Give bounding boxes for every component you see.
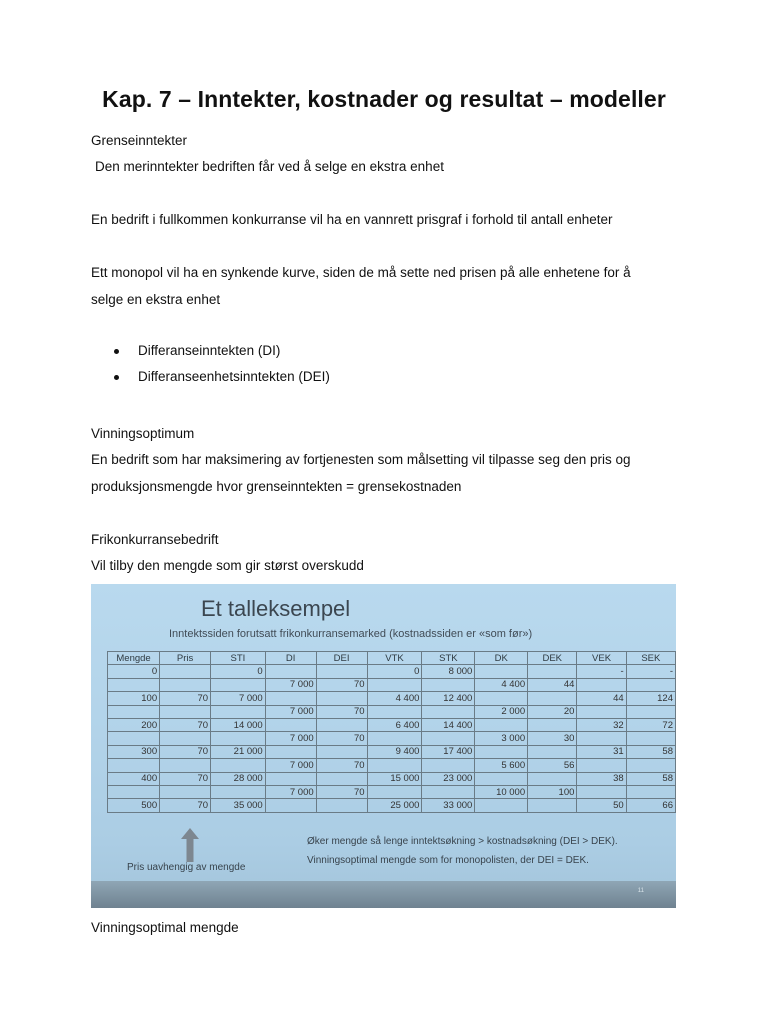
table-cell: 7 000 xyxy=(265,785,316,798)
slide-note-1: Øker mengde så lenge inntektsøkning > kostnadsøkning (DEI > DEK). xyxy=(307,836,618,847)
table-row xyxy=(108,772,676,785)
table-cell xyxy=(577,785,626,798)
up-arrow-icon xyxy=(181,828,199,862)
table-cell: 70 xyxy=(316,705,367,718)
table-cell: 5 600 xyxy=(475,759,528,772)
page-title: Kap. 7 – Inntekter, kostnader og resultat – modeller xyxy=(102,86,666,112)
table-header-cell: DI xyxy=(265,652,316,665)
table-cell: 9 400 xyxy=(367,745,422,758)
table-row xyxy=(108,692,676,705)
table-cell xyxy=(265,718,316,731)
table-cell xyxy=(577,759,626,772)
table-cell: 0 xyxy=(211,665,266,678)
table-cell xyxy=(316,799,367,812)
bullet-item xyxy=(110,343,330,369)
table-cell: 12 400 xyxy=(422,692,475,705)
table-cell xyxy=(626,705,675,718)
table-cell: 58 xyxy=(626,745,675,758)
table-cell xyxy=(211,759,266,772)
table-header-cell: DEK xyxy=(528,652,577,665)
table-cell: 70 xyxy=(316,732,367,745)
table-cell: 10 000 xyxy=(475,785,528,798)
table-cell: 66 xyxy=(626,799,675,812)
heading-grenseinntekter: Grenseinntekter xyxy=(91,133,188,148)
bullet-dot-icon xyxy=(114,375,119,380)
table-cell: 58 xyxy=(626,772,675,785)
slide-bottom-bar xyxy=(91,881,676,908)
table-cell: 35 000 xyxy=(211,799,266,812)
table-cell: 23 000 xyxy=(422,772,475,785)
table-cell xyxy=(160,665,211,678)
table-cell: 20 xyxy=(528,705,577,718)
table-cell xyxy=(108,678,160,691)
table-cell: 28 000 xyxy=(211,772,266,785)
table-cell: 38 xyxy=(577,772,626,785)
table-cell xyxy=(577,732,626,745)
slide-title: Et talleksempel xyxy=(201,596,351,621)
table-cell xyxy=(265,772,316,785)
paragraph-fullkommen-konkurranse: En bedrift i fullkommen konkurranse vil ha en vannrett prisgraf i forhold til antall enheter xyxy=(91,212,613,227)
table-cell: 100 xyxy=(108,692,160,705)
table-row xyxy=(108,718,676,731)
table-cell: 300 xyxy=(108,745,160,758)
table-cell: 21 000 xyxy=(211,745,266,758)
table-cell: 31 xyxy=(577,745,626,758)
table-cell xyxy=(367,678,422,691)
table-cell: 44 xyxy=(577,692,626,705)
paragraph-maksimering-line2: produksjonsmengde hvor grenseinntekten = grensekostnaden xyxy=(91,479,462,494)
table-header-cell: DEI xyxy=(316,652,367,665)
table-cell: - xyxy=(626,665,675,678)
table-cell: 7 000 xyxy=(265,759,316,772)
bullet-list xyxy=(110,343,330,395)
table-cell: 7 000 xyxy=(265,732,316,745)
table-cell: 70 xyxy=(160,718,211,731)
slide-number: 11 xyxy=(637,888,644,894)
table-cell: 14 000 xyxy=(211,718,266,731)
table-cell xyxy=(108,759,160,772)
table-cell: 2 000 xyxy=(475,705,528,718)
paragraph-maksimering-line1: En bedrift som har maksimering av fortjenesten som målsetting vil tilpasse seg den pris og xyxy=(91,452,631,467)
table-cell: 56 xyxy=(528,759,577,772)
table-cell xyxy=(367,759,422,772)
table-cell xyxy=(577,705,626,718)
table-header-cell: DK xyxy=(475,652,528,665)
table-cell: 70 xyxy=(316,759,367,772)
heading-frikonkurransebedrift: Frikonkurransebedrift xyxy=(91,532,219,547)
table-cell xyxy=(108,705,160,718)
table-cell xyxy=(108,785,160,798)
table-header-cell: Mengde xyxy=(108,652,160,665)
table-cell xyxy=(475,692,528,705)
table-cell xyxy=(367,705,422,718)
table-cell: 30 xyxy=(528,732,577,745)
table-cell: 3 000 xyxy=(475,732,528,745)
table-cell xyxy=(422,705,475,718)
table-cell xyxy=(160,705,211,718)
table-cell xyxy=(528,718,577,731)
table-cell: 72 xyxy=(626,718,675,731)
table-cell xyxy=(160,785,211,798)
table-cell: 200 xyxy=(108,718,160,731)
table-row xyxy=(108,732,676,745)
table-cell xyxy=(265,665,316,678)
arrow-label: Pris uavhengig av mengde xyxy=(127,862,246,873)
heading-vinningsoptimal-mengde: Vinningsoptimal mengde xyxy=(91,920,239,935)
table-cell: 8 000 xyxy=(422,665,475,678)
table-cell xyxy=(528,772,577,785)
table-cell xyxy=(211,732,266,745)
table-cell: 44 xyxy=(528,678,577,691)
table-cell xyxy=(626,732,675,745)
table-row xyxy=(108,799,676,812)
table-cell xyxy=(211,678,266,691)
table-header-cell: STI xyxy=(211,652,266,665)
table-cell: 124 xyxy=(626,692,675,705)
table-cell: 7 000 xyxy=(211,692,266,705)
table-cell xyxy=(160,759,211,772)
slide-photo xyxy=(91,584,676,908)
table-cell xyxy=(160,732,211,745)
table-cell xyxy=(160,678,211,691)
table-cell: 500 xyxy=(108,799,160,812)
table-cell xyxy=(422,785,475,798)
table-cell xyxy=(316,745,367,758)
table-row xyxy=(108,665,676,678)
table-cell xyxy=(108,732,160,745)
table-cell: 25 000 xyxy=(367,799,422,812)
table-cell: 70 xyxy=(316,678,367,691)
table-cell xyxy=(265,692,316,705)
table-cell xyxy=(211,785,266,798)
table-cell: 14 400 xyxy=(422,718,475,731)
table-cell xyxy=(367,785,422,798)
table-cell xyxy=(626,785,675,798)
table-cell: 100 xyxy=(528,785,577,798)
table-cell: 33 000 xyxy=(422,799,475,812)
slide-note-2: Vinningsoptimal mengde som for monopolisten, der DEI = DEK. xyxy=(307,855,589,866)
table-cell xyxy=(265,745,316,758)
bullet-item xyxy=(110,369,330,395)
table-cell: 7 000 xyxy=(265,705,316,718)
bullet-text: Differanseinntekten (DI) xyxy=(138,343,281,358)
table-cell xyxy=(316,718,367,731)
table-cell xyxy=(422,678,475,691)
table-header-cell: VEK xyxy=(577,652,626,665)
table-cell xyxy=(626,759,675,772)
table-cell xyxy=(528,665,577,678)
paragraph-overskudd: Vil tilby den mengde som gir størst overskudd xyxy=(91,558,364,573)
table-row xyxy=(108,705,676,718)
paragraph-monopol-line2: selge en ekstra enhet xyxy=(91,292,221,307)
table-cell: 17 400 xyxy=(422,745,475,758)
table-cell: 70 xyxy=(160,745,211,758)
table-cell xyxy=(528,799,577,812)
table-row xyxy=(108,745,676,758)
table-cell xyxy=(367,732,422,745)
table-cell: 50 xyxy=(577,799,626,812)
table-cell: 0 xyxy=(367,665,422,678)
number-example-table xyxy=(107,651,676,813)
table-cell: 15 000 xyxy=(367,772,422,785)
table-cell: 70 xyxy=(160,692,211,705)
table-cell: 4 400 xyxy=(475,678,528,691)
table-cell xyxy=(211,705,266,718)
table-row xyxy=(108,678,676,691)
table-cell: 4 400 xyxy=(367,692,422,705)
table-cell xyxy=(475,665,528,678)
bullet-text: Differanseenhetsinntekten (DEI) xyxy=(138,369,330,384)
slide-subtitle: Inntektssiden forutsatt frikonkurransemarked (kostnadssiden er «som før») xyxy=(169,628,533,640)
table-header-cell: STK xyxy=(422,652,475,665)
table-cell: 6 400 xyxy=(367,718,422,731)
table-cell xyxy=(316,772,367,785)
table-cell xyxy=(528,692,577,705)
table-row xyxy=(108,785,676,798)
table-header-cell: SEK xyxy=(626,652,675,665)
table-cell xyxy=(577,678,626,691)
table-cell: 32 xyxy=(577,718,626,731)
table-cell xyxy=(475,745,528,758)
table-cell: 0 xyxy=(108,665,160,678)
table-cell xyxy=(475,718,528,731)
table-cell xyxy=(528,745,577,758)
table-row xyxy=(108,759,676,772)
table-cell: 400 xyxy=(108,772,160,785)
table-header-cell: Pris xyxy=(160,652,211,665)
table-cell xyxy=(475,799,528,812)
table-cell: 70 xyxy=(160,772,211,785)
table-cell: 7 000 xyxy=(265,678,316,691)
heading-vinningsoptimum: Vinningsoptimum xyxy=(91,426,195,441)
table-header-cell: VTK xyxy=(367,652,422,665)
table-cell: 70 xyxy=(160,799,211,812)
table-cell xyxy=(422,732,475,745)
paragraph-monopol-line1: Ett monopol vil ha en synkende kurve, siden de må sette ned prisen på alle enhetene for å xyxy=(91,265,631,280)
table-cell xyxy=(316,665,367,678)
table-cell: 70 xyxy=(316,785,367,798)
table-cell xyxy=(422,759,475,772)
table-cell xyxy=(316,692,367,705)
table-cell xyxy=(475,772,528,785)
table-cell xyxy=(626,678,675,691)
paragraph-definition: Den merinntekter bedriften får ved å selge en ekstra enhet xyxy=(95,159,444,174)
bullet-dot-icon xyxy=(114,349,119,354)
table-cell: - xyxy=(577,665,626,678)
table-cell xyxy=(265,799,316,812)
